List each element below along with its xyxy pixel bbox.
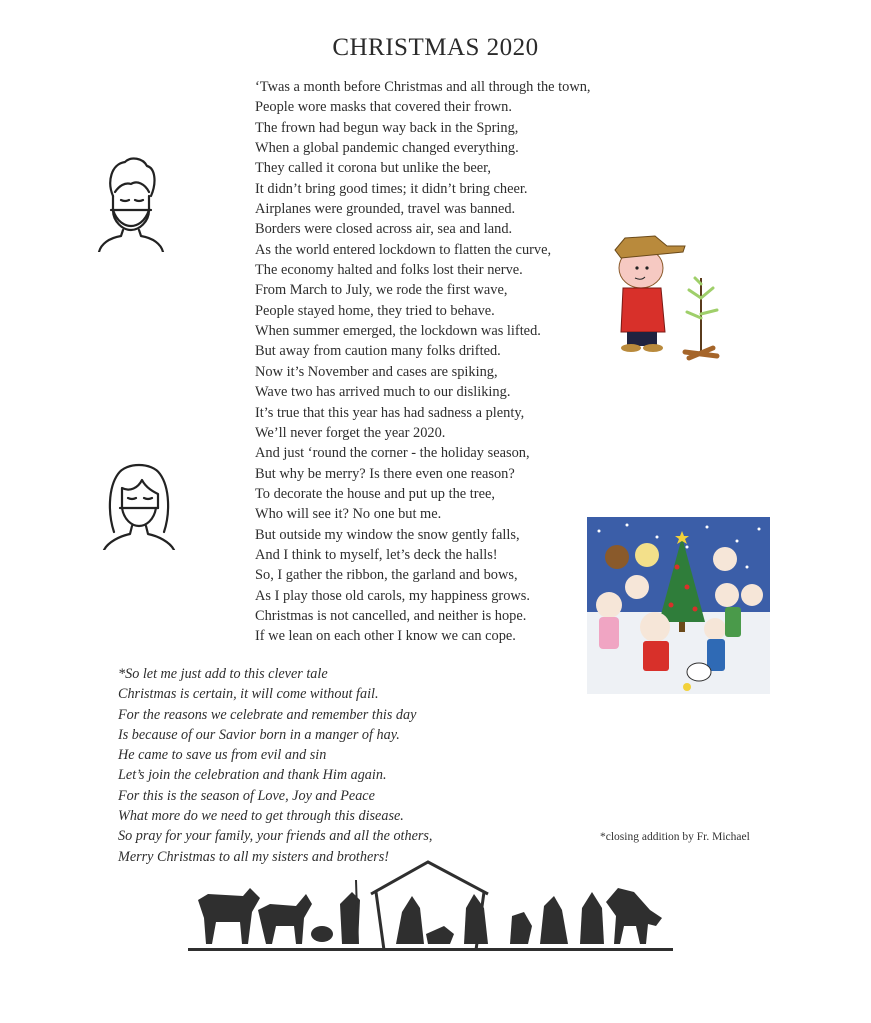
poem-line: But away from caution many folks drifted.	[255, 343, 501, 360]
poem-line: When a global pandemic changed everything.	[255, 140, 519, 157]
poem-line: When summer emerged, the lockdown was lifted.	[255, 323, 541, 340]
addition-line: Is because of our Savior born in a manger of hay.	[118, 726, 400, 743]
poem-line: Wave two has arrived much to our disliking.	[255, 384, 511, 401]
page-title: CHRISTMAS 2020	[332, 34, 539, 61]
poem-line: To decorate the house and put up the tree,	[255, 485, 495, 502]
poem-line: The economy halted and folks lost their nerve.	[255, 262, 523, 279]
addition-line: So pray for your family, your friends and all the others,	[118, 828, 433, 845]
addition-line: He came to save us from evil and sin	[118, 747, 327, 764]
poem-line: As the world entered lockdown to flatten the curve,	[255, 241, 552, 258]
poem-line: Airplanes were grounded, travel was banned.	[255, 201, 516, 218]
poem-line: It didn’t bring good times; it didn’t bring cheer.	[255, 180, 528, 197]
poem-line: They called it corona but unlike the beer,	[255, 160, 491, 177]
addition-line: Let’s join the celebration and thank Him again.	[118, 767, 387, 784]
addition-line: Christmas is certain, it will come without fail.	[118, 686, 379, 703]
addition-line: For the reasons we celebrate and remember this day	[118, 706, 417, 723]
addition-line: Merry Christmas to all my sisters and brothers!	[118, 848, 390, 865]
poem-line: People stayed home, they tried to behave.	[255, 302, 495, 319]
addition-line: For this is the season of Love, Joy and Peace	[118, 787, 375, 804]
poem-line: And just ‘round the corner - the holiday season,	[255, 445, 530, 462]
poem-line: But outside my window the snow gently falls,	[255, 526, 520, 543]
addition-line: What more do we need to get through this disease.	[118, 808, 404, 825]
masked-woman-icon	[100, 458, 178, 550]
poem-line: It’s true that this year has had sadness a plenty,	[255, 404, 525, 421]
poem-line: Who will see it? No one but me.	[255, 506, 442, 523]
poem-line: But why be merry? Is there even one reason?	[255, 465, 515, 482]
poem-line: And I think to myself, let’s deck the halls!	[255, 546, 498, 563]
poem-line: Borders were closed across air, sea and land.	[255, 221, 513, 238]
poem-line: As I play those old carols, my happiness grows.	[255, 587, 530, 604]
poem-line: We’ll never forget the year 2020.	[255, 424, 446, 441]
poem-line: From March to July, we rode the first wave,	[255, 282, 508, 299]
poem-line: If we lean on each other I know we can cope.	[255, 628, 516, 645]
closing-addition	[118, 664, 432, 867]
poem-line: Christmas is not cancelled, and neither is hope.	[255, 607, 527, 624]
charlie-brown-tree-illustration	[605, 228, 730, 363]
masked-man-icon	[95, 152, 167, 252]
peanuts-carolers-illustration	[587, 517, 770, 694]
poem-line: So, I gather the ribbon, the garland and bows,	[255, 567, 518, 584]
poem-line: Now it’s November and cases are spiking,	[255, 363, 498, 380]
poem-line: People wore masks that covered their frown.	[255, 99, 512, 116]
addition-line: *So let me just add to this clever tale	[118, 666, 328, 682]
poem-stanza	[255, 77, 591, 647]
poem-line: The frown had begun way back in the Spring,	[255, 119, 519, 136]
closing-note: *closing addition by Fr. Michael	[600, 831, 750, 843]
nativity-silhouette	[188, 852, 673, 952]
poem-line: ‘Twas a month before Christmas and all through the town,	[255, 79, 591, 95]
